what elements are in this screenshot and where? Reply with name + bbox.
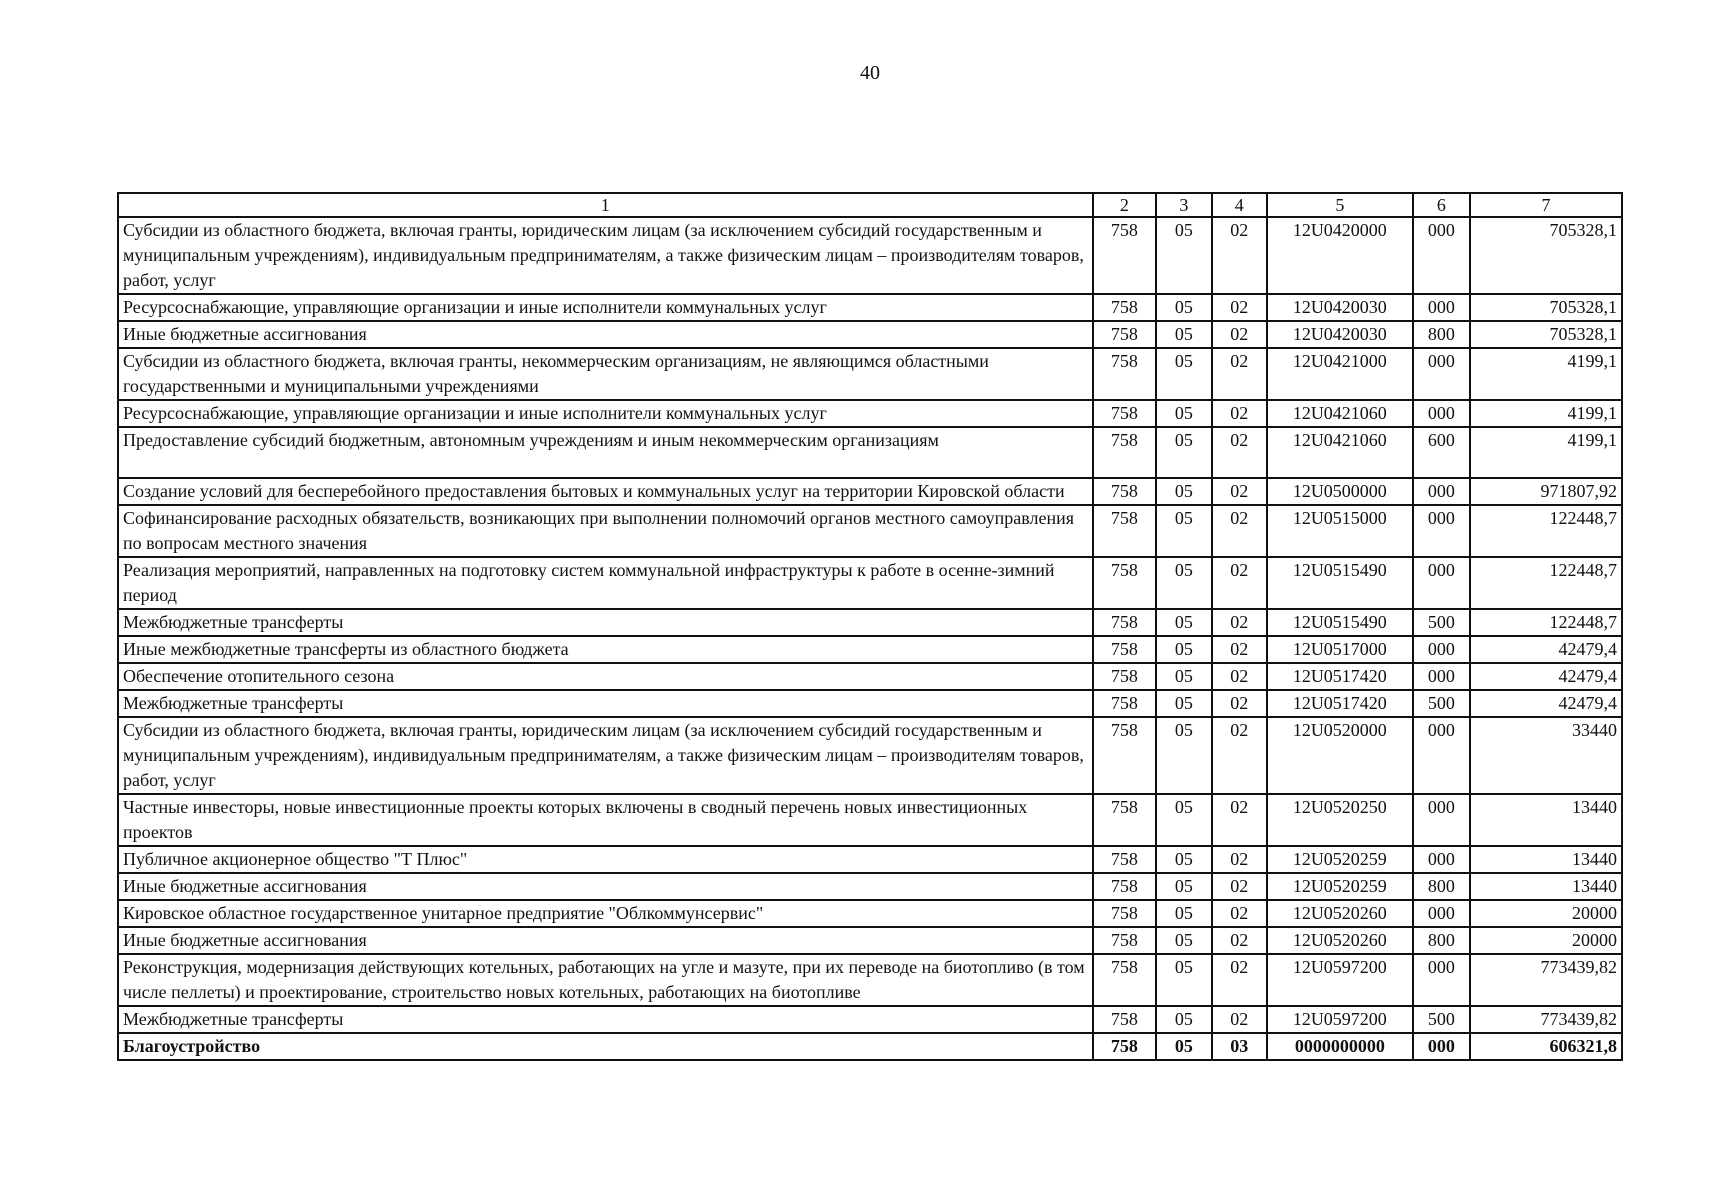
row-amount-cell: 42479,4: [1470, 690, 1622, 717]
row-target-cell: 12U0421060: [1267, 427, 1413, 478]
row-subsection-cell: 02: [1212, 609, 1267, 636]
row-name-cell: Иные межбюджетные трансферты из областного бюджета: [118, 636, 1093, 663]
row-type-cell: 000: [1413, 794, 1470, 846]
row-name-cell: Ресурсоснабжающие, управляющие организации и иные исполнители коммунальных услуг: [118, 294, 1093, 321]
row-name-cell: Софинансирование расходных обязательств, возникающих при выполнении полномочий органов местного самоуправления по вопросам местного значения: [118, 505, 1093, 557]
column-header: 3: [1156, 193, 1211, 217]
row-section-cell: 05: [1156, 1033, 1211, 1060]
row-target-cell: 12U0421060: [1267, 400, 1413, 427]
row-section-cell: 05: [1156, 478, 1211, 505]
row-amount-cell: 42479,4: [1470, 663, 1622, 690]
table-row: [118, 1033, 1622, 1060]
row-target-cell: 12U0517420: [1267, 663, 1413, 690]
row-type-cell: 000: [1413, 636, 1470, 663]
row-subsection-cell: 02: [1212, 663, 1267, 690]
row-subsection-cell: 02: [1212, 217, 1267, 294]
row-code-cell: 758: [1093, 717, 1157, 794]
row-section-cell: 05: [1156, 690, 1211, 717]
row-type-cell: 000: [1413, 478, 1470, 505]
row-target-cell: 12U0520260: [1267, 900, 1413, 927]
row-name-cell: Реализация мероприятий, направленных на подготовку систем коммунальной инфраструктуры к работе в осенне-зимний период: [118, 557, 1093, 609]
row-name-cell: Иные бюджетные ассигнования: [118, 321, 1093, 348]
row-type-cell: 000: [1413, 294, 1470, 321]
row-target-cell: 12U0500000: [1267, 478, 1413, 505]
row-target-cell: 12U0520259: [1267, 873, 1413, 900]
row-type-cell: 000: [1413, 348, 1470, 400]
row-target-cell: 12U0597200: [1267, 1006, 1413, 1033]
row-subsection-cell: 03: [1212, 1033, 1267, 1060]
table-row: [118, 400, 1622, 427]
budget-table: [117, 192, 1623, 1061]
row-subsection-cell: 02: [1212, 294, 1267, 321]
row-target-cell: 12U0520000: [1267, 717, 1413, 794]
row-name-cell: Иные бюджетные ассигнования: [118, 927, 1093, 954]
row-name-cell: Обеспечение отопительного сезона: [118, 663, 1093, 690]
row-name-cell: Иные бюджетные ассигнования: [118, 873, 1093, 900]
table-row: [118, 900, 1622, 927]
row-target-cell: 12U0520250: [1267, 794, 1413, 846]
row-section-cell: 05: [1156, 927, 1211, 954]
row-name-cell: Субсидии из областного бюджета, включая гранты, юридическим лицам (за исключением субсидий государственным и муниципальным учреждениям), индивидуальным предпринимателям, а также физическим лицам – производителям товаров, работ, услуг: [118, 717, 1093, 794]
row-type-cell: 000: [1413, 717, 1470, 794]
row-amount-cell: 606321,8: [1470, 1033, 1622, 1060]
column-header: 5: [1267, 193, 1413, 217]
row-subsection-cell: 02: [1212, 794, 1267, 846]
row-code-cell: 758: [1093, 400, 1157, 427]
row-type-cell: 000: [1413, 1033, 1470, 1060]
row-amount-cell: 971807,92: [1470, 478, 1622, 505]
column-header: 2: [1093, 193, 1157, 217]
row-type-cell: 000: [1413, 557, 1470, 609]
row-type-cell: 000: [1413, 400, 1470, 427]
row-target-cell: 12U0420030: [1267, 294, 1413, 321]
row-target-cell: 12U0515000: [1267, 505, 1413, 557]
row-type-cell: 500: [1413, 1006, 1470, 1033]
row-code-cell: 758: [1093, 927, 1157, 954]
row-subsection-cell: 02: [1212, 478, 1267, 505]
row-subsection-cell: 02: [1212, 846, 1267, 873]
row-target-cell: 12U0420030: [1267, 321, 1413, 348]
column-header: 6: [1413, 193, 1470, 217]
table-row: [118, 954, 1622, 1006]
row-type-cell: 000: [1413, 900, 1470, 927]
row-type-cell: 000: [1413, 663, 1470, 690]
row-type-cell: 000: [1413, 505, 1470, 557]
table-body: [118, 217, 1622, 1060]
row-section-cell: 05: [1156, 1006, 1211, 1033]
table-row: [118, 927, 1622, 954]
row-subsection-cell: 02: [1212, 348, 1267, 400]
row-code-cell: 758: [1093, 954, 1157, 1006]
row-subsection-cell: 02: [1212, 557, 1267, 609]
row-subsection-cell: 02: [1212, 690, 1267, 717]
row-type-cell: 500: [1413, 690, 1470, 717]
row-target-cell: 12U0515490: [1267, 609, 1413, 636]
table-row: [118, 690, 1622, 717]
row-type-cell: 800: [1413, 873, 1470, 900]
row-code-cell: 758: [1093, 294, 1157, 321]
row-amount-cell: 773439,82: [1470, 1006, 1622, 1033]
row-code-cell: 758: [1093, 478, 1157, 505]
table-row: [118, 794, 1622, 846]
row-code-cell: 758: [1093, 636, 1157, 663]
row-name-cell: Предоставление субсидий бюджетным, автономным учреждениям и иным некоммерческим организациям: [118, 427, 1093, 478]
row-name-cell: Субсидии из областного бюджета, включая гранты, некоммерческим организациям, не являющимся областными государственными и муниципальными учреждениями: [118, 348, 1093, 400]
row-name-cell: Межбюджетные трансферты: [118, 690, 1093, 717]
row-section-cell: 05: [1156, 954, 1211, 1006]
row-name-cell: Кировское областное государственное унитарное предприятие "Облкоммунсервис": [118, 900, 1093, 927]
row-name-cell: Межбюджетные трансферты: [118, 609, 1093, 636]
row-type-cell: 800: [1413, 321, 1470, 348]
row-target-cell: 12U0421000: [1267, 348, 1413, 400]
table-row: [118, 873, 1622, 900]
row-target-cell: 0000000000: [1267, 1033, 1413, 1060]
row-name-cell: Публичное акционерное общество "Т Плюс": [118, 846, 1093, 873]
row-section-cell: 05: [1156, 321, 1211, 348]
row-code-cell: 758: [1093, 609, 1157, 636]
row-section-cell: 05: [1156, 794, 1211, 846]
row-amount-cell: 122448,7: [1470, 557, 1622, 609]
table-row: [118, 557, 1622, 609]
row-amount-cell: 13440: [1470, 873, 1622, 900]
table-row: [118, 846, 1622, 873]
row-subsection-cell: 02: [1212, 927, 1267, 954]
row-section-cell: 05: [1156, 400, 1211, 427]
column-header: 4: [1212, 193, 1267, 217]
row-name-cell: Частные инвесторы, новые инвестиционные проекты которых включены в сводный перечень новых инвестиционных проектов: [118, 794, 1093, 846]
row-target-cell: 12U0520259: [1267, 846, 1413, 873]
row-type-cell: 500: [1413, 609, 1470, 636]
row-section-cell: 05: [1156, 348, 1211, 400]
row-type-cell: 800: [1413, 927, 1470, 954]
row-section-cell: 05: [1156, 717, 1211, 794]
row-amount-cell: 122448,7: [1470, 505, 1622, 557]
table-row: [118, 348, 1622, 400]
row-target-cell: 12U0520260: [1267, 927, 1413, 954]
row-amount-cell: 13440: [1470, 794, 1622, 846]
row-amount-cell: 773439,82: [1470, 954, 1622, 1006]
row-section-cell: 05: [1156, 557, 1211, 609]
row-type-cell: 000: [1413, 954, 1470, 1006]
row-amount-cell: 33440: [1470, 717, 1622, 794]
row-code-cell: 758: [1093, 427, 1157, 478]
row-code-cell: 758: [1093, 321, 1157, 348]
row-code-cell: 758: [1093, 794, 1157, 846]
row-code-cell: 758: [1093, 505, 1157, 557]
row-type-cell: 000: [1413, 846, 1470, 873]
table-row: [118, 321, 1622, 348]
row-amount-cell: 705328,1: [1470, 321, 1622, 348]
row-amount-cell: 20000: [1470, 900, 1622, 927]
row-amount-cell: 20000: [1470, 927, 1622, 954]
column-header: 7: [1470, 193, 1622, 217]
row-section-cell: 05: [1156, 846, 1211, 873]
row-code-cell: 758: [1093, 348, 1157, 400]
row-amount-cell: 4199,1: [1470, 400, 1622, 427]
row-amount-cell: 4199,1: [1470, 427, 1622, 478]
row-name-cell: Межбюджетные трансферты: [118, 1006, 1093, 1033]
row-subsection-cell: 02: [1212, 321, 1267, 348]
table-row: [118, 663, 1622, 690]
table-row: [118, 505, 1622, 557]
row-code-cell: 758: [1093, 557, 1157, 609]
row-code-cell: 758: [1093, 1033, 1157, 1060]
row-amount-cell: 13440: [1470, 846, 1622, 873]
row-section-cell: 05: [1156, 636, 1211, 663]
row-section-cell: 05: [1156, 900, 1211, 927]
row-amount-cell: 705328,1: [1470, 294, 1622, 321]
row-type-cell: 600: [1413, 427, 1470, 478]
page-number: 40: [860, 62, 880, 84]
row-section-cell: 05: [1156, 663, 1211, 690]
row-section-cell: 05: [1156, 427, 1211, 478]
table-row: [118, 717, 1622, 794]
row-subsection-cell: 02: [1212, 873, 1267, 900]
row-section-cell: 05: [1156, 609, 1211, 636]
table-row: [118, 217, 1622, 294]
row-section-cell: 05: [1156, 294, 1211, 321]
row-amount-cell: 705328,1: [1470, 217, 1622, 294]
row-name-cell: Реконструкция, модернизация действующих котельных, работающих на угле и мазуте, при их переводе на биотопливо (в том числе пеллеты) и проектирование, строительство новых котельных, работающих на биотопливе: [118, 954, 1093, 1006]
column-header: 1: [118, 193, 1093, 217]
table-row: [118, 294, 1622, 321]
row-subsection-cell: 02: [1212, 400, 1267, 427]
row-subsection-cell: 02: [1212, 900, 1267, 927]
row-name-cell: Ресурсоснабжающие, управляющие организации и иные исполнители коммунальных услуг: [118, 400, 1093, 427]
row-subsection-cell: 02: [1212, 636, 1267, 663]
table-header-row: [118, 193, 1622, 217]
row-target-cell: 12U0517000: [1267, 636, 1413, 663]
row-amount-cell: 42479,4: [1470, 636, 1622, 663]
row-subsection-cell: 02: [1212, 427, 1267, 478]
row-code-cell: 758: [1093, 690, 1157, 717]
row-amount-cell: 122448,7: [1470, 609, 1622, 636]
table-row: [118, 427, 1622, 478]
row-code-cell: 758: [1093, 900, 1157, 927]
row-name-cell: Благоустройство: [118, 1033, 1093, 1060]
row-code-cell: 758: [1093, 1006, 1157, 1033]
row-subsection-cell: 02: [1212, 717, 1267, 794]
row-subsection-cell: 02: [1212, 505, 1267, 557]
row-section-cell: 05: [1156, 505, 1211, 557]
row-target-cell: 12U0597200: [1267, 954, 1413, 1006]
row-name-cell: Субсидии из областного бюджета, включая гранты, юридическим лицам (за исключением субсидий государственным и муниципальным учреждениям), индивидуальным предпринимателям, а также физическим лицам – производителям товаров, работ, услуг: [118, 217, 1093, 294]
table-row: [118, 636, 1622, 663]
row-target-cell: 12U0420000: [1267, 217, 1413, 294]
row-target-cell: 12U0515490: [1267, 557, 1413, 609]
row-subsection-cell: 02: [1212, 954, 1267, 1006]
row-code-cell: 758: [1093, 873, 1157, 900]
table-row: [118, 609, 1622, 636]
table-row: [118, 478, 1622, 505]
row-name-cell: Создание условий для бесперебойного предоставления бытовых и коммунальных услуг на территории Кировской области: [118, 478, 1093, 505]
row-section-cell: 05: [1156, 873, 1211, 900]
row-code-cell: 758: [1093, 846, 1157, 873]
table-row: [118, 1006, 1622, 1033]
row-code-cell: 758: [1093, 217, 1157, 294]
row-section-cell: 05: [1156, 217, 1211, 294]
row-type-cell: 000: [1413, 217, 1470, 294]
row-subsection-cell: 02: [1212, 1006, 1267, 1033]
row-code-cell: 758: [1093, 663, 1157, 690]
row-target-cell: 12U0517420: [1267, 690, 1413, 717]
row-amount-cell: 4199,1: [1470, 348, 1622, 400]
